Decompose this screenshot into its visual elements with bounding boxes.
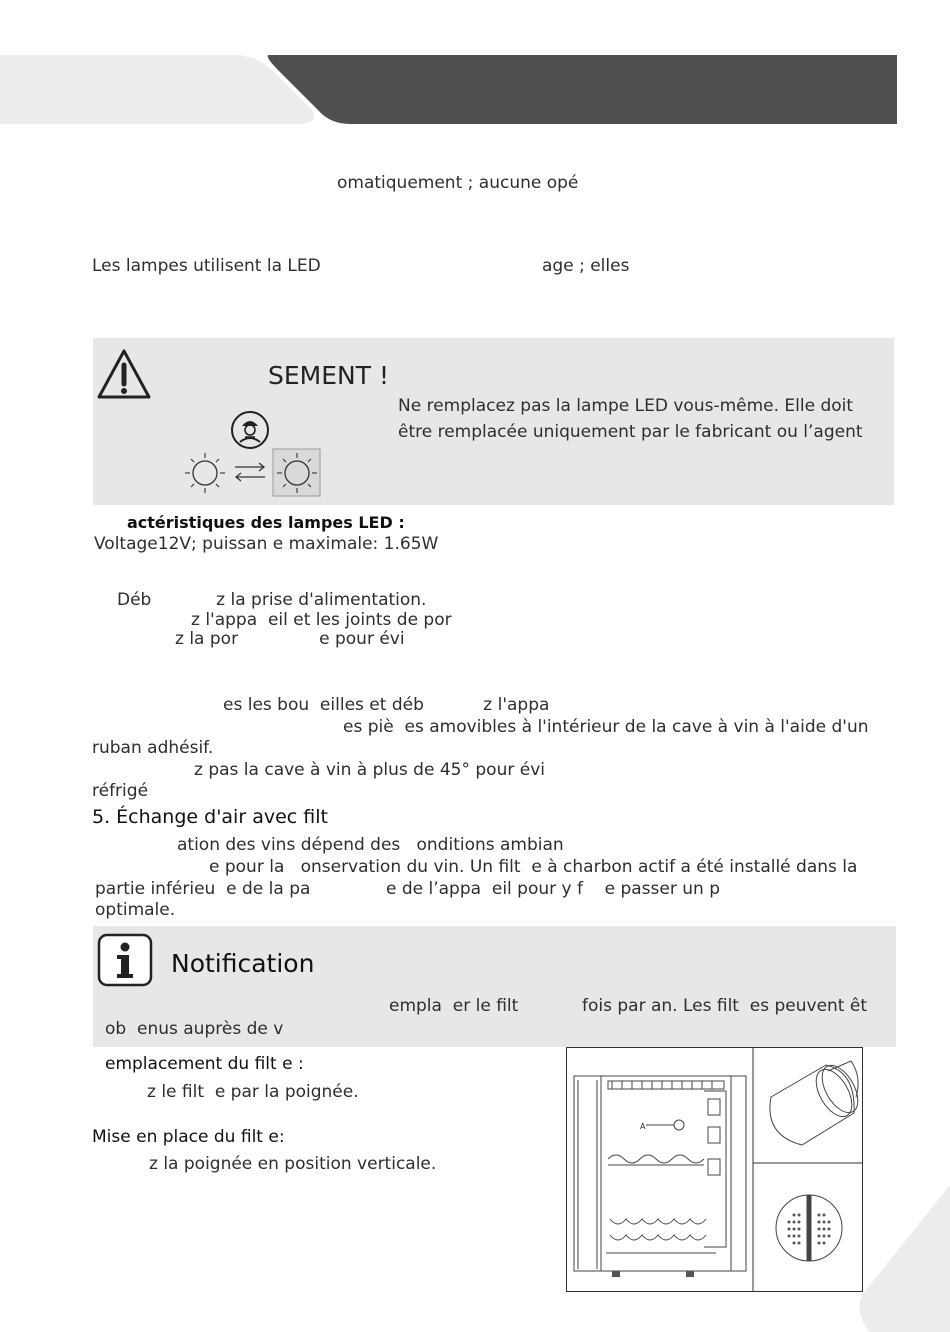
text-line: z la por e pour évi — [175, 629, 405, 649]
text-line: z la poignée en position verticale. — [149, 1154, 437, 1174]
lamp-icon — [180, 450, 230, 496]
text-line: z pas la cave à vin à plus de 45° pour évi — [194, 760, 545, 780]
section-heading: 5. Échange d'air avec filt — [92, 806, 328, 828]
filter-figure — [566, 1047, 863, 1293]
header-bar — [268, 55, 897, 124]
notification-title: Notification — [171, 949, 315, 978]
text-line: e de l’appa eil pour y f e passer un p — [386, 879, 720, 899]
text-line: partie inférieu e de la pa — [95, 879, 311, 899]
text-line: empla er le filt — [389, 996, 519, 1016]
text-line: z l'appa eil et les joints de por — [191, 610, 452, 630]
led-specs-line: Voltage12V; puissan e maximale: 1.65W — [94, 534, 439, 554]
info-icon — [97, 933, 153, 987]
text-line: e pour la onservation du vin. Un filt e à charbon actif a été installé dans la — [209, 857, 858, 877]
warning-text: être remplacée uniquement par le fabricant ou l’agent — [398, 422, 863, 442]
header-banner — [0, 0, 950, 130]
warning-triangle-icon — [96, 348, 152, 400]
technician-icon — [229, 410, 271, 450]
lamp-icon-boxed — [272, 448, 322, 498]
text-line: Les lampes utilisent la LED — [92, 256, 321, 276]
text-line: ruban adhésif. — [92, 738, 214, 758]
filter-front-drawing — [776, 1195, 842, 1261]
text-line: age ; elles — [542, 256, 630, 276]
led-specs-heading: actéristiques des lampes LED : — [127, 513, 405, 532]
swap-arrows-icon — [232, 460, 268, 484]
text-line: fois par an. Les filt es peuvent êt — [582, 996, 867, 1016]
text-line: es piè es amovibles à l'intérieur de la cave à vin à l'aide d'un — [343, 717, 869, 737]
text-line: ation des vins dépend des onditions ambian — [177, 835, 564, 855]
corner-decoration — [850, 1185, 950, 1332]
filter-replace-heading: emplacement du filt e : — [105, 1054, 304, 1074]
text-line: ob enus auprès de v — [105, 1019, 284, 1039]
text-line: Déb z la prise d'alimentation. — [117, 590, 427, 610]
header-tab-left — [0, 55, 314, 124]
warning-text: Ne remplacez pas la lampe LED vous-même. Elle doit — [398, 396, 854, 416]
text-line: z le filt e par la poignée. — [147, 1082, 359, 1102]
text-line: réfrigé — [92, 781, 149, 801]
filter-install-heading: Mise en place du filt e: — [92, 1127, 285, 1147]
filter-marker-label: A — [640, 1122, 646, 1131]
text-line: optimale. — [95, 900, 176, 920]
text-line: omatiquement ; aucune opé — [337, 173, 579, 193]
warning-title: SEMENT ! — [268, 361, 389, 390]
text-line: es les bou eilles et déb z l'appa — [223, 695, 550, 715]
